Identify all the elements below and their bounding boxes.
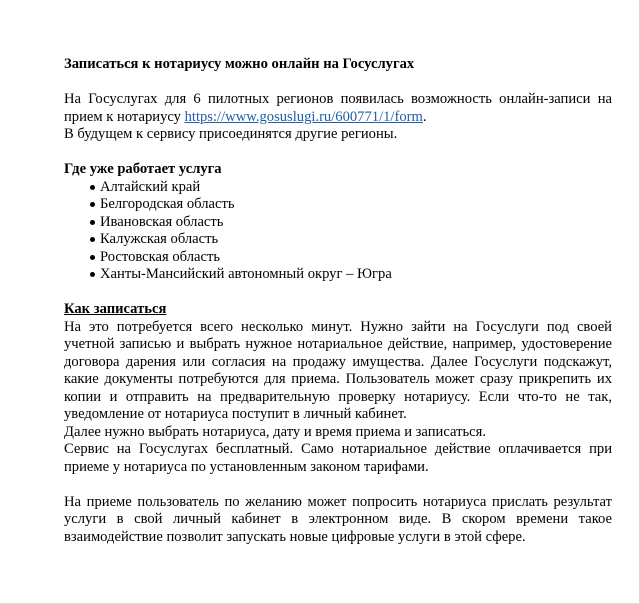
intro-second-line: В будущем к сервису присоединятся другие регионы. bbox=[64, 126, 398, 142]
document-body bbox=[64, 56, 612, 546]
intro-text: На Госуслугах для 6 пилотных регионов появилась возможность онлайн-записи на прием к нотариусу bbox=[64, 91, 612, 125]
region-name: Ростовская область bbox=[100, 248, 220, 265]
bullet-icon bbox=[90, 272, 95, 277]
region-name: Белгородская область bbox=[100, 196, 235, 212]
bullet-icon bbox=[90, 255, 95, 260]
document-title: Записаться к нотариусу можно онлайн на Госуслугах bbox=[64, 56, 415, 72]
list-item bbox=[64, 249, 612, 267]
howto-paragraph: Сервис на Госуслугах бесплатный. Само нотариальное действие оплачивается при приеме у нотариуса по установленным законом тарифами. bbox=[64, 441, 612, 475]
intro-period: . bbox=[422, 108, 427, 125]
howto-paragraph: На это потребуется всего несколько минут. Нужно зайти на Госуслуги под своей учетной записью и выбрать нужное нотариальное действие, например, удостоверение договора дарения или согласия на продажу имущества. Далее Госуслуги подскажут, какие документы потребуются для приема. Пользователь может сразу прикрепить их копии и отправить на предварительную проверку нотариусу. Если что-то не так, уведомление от нотариуса поступит в личный кабинет. bbox=[64, 318, 612, 422]
regions-list bbox=[64, 179, 612, 284]
region-name: Ивановская область bbox=[100, 213, 224, 230]
regions-heading: Где уже работает услуга bbox=[64, 161, 222, 177]
gosuslugi-form-link[interactable]: https://www.gosuslugi.ru/600771/1/form bbox=[184, 108, 423, 125]
spacer bbox=[64, 476, 612, 494]
region-name: Алтайский край bbox=[100, 178, 201, 195]
list-item bbox=[64, 231, 612, 249]
bullet-icon bbox=[90, 202, 95, 207]
list-item bbox=[64, 214, 612, 232]
spacer bbox=[64, 144, 612, 162]
bullet-icon bbox=[90, 185, 95, 190]
list-item bbox=[64, 266, 612, 284]
intro-paragraph bbox=[64, 91, 612, 126]
spacer bbox=[64, 284, 612, 302]
list-item bbox=[64, 196, 612, 214]
bullet-icon bbox=[90, 220, 95, 225]
spacer bbox=[64, 74, 612, 92]
howto-paragraph: Далее нужно выбрать нотариуса, дату и время приема и записаться. bbox=[64, 423, 486, 440]
list-item bbox=[64, 179, 612, 197]
region-name: Ханты-Мансийский автономный округ – Югра bbox=[100, 266, 392, 282]
bullet-icon bbox=[90, 237, 95, 242]
closing-paragraph: На приеме пользователь по желанию может попросить нотариуса прислать результат услуги в свой личный кабинет в электронном виде. В скором времени такое взаимодействие позволит запускать новые цифровые услуги в этой сфере. bbox=[64, 493, 612, 545]
region-name: Калужская область bbox=[100, 231, 219, 247]
howto-heading: Как записаться bbox=[64, 301, 167, 317]
